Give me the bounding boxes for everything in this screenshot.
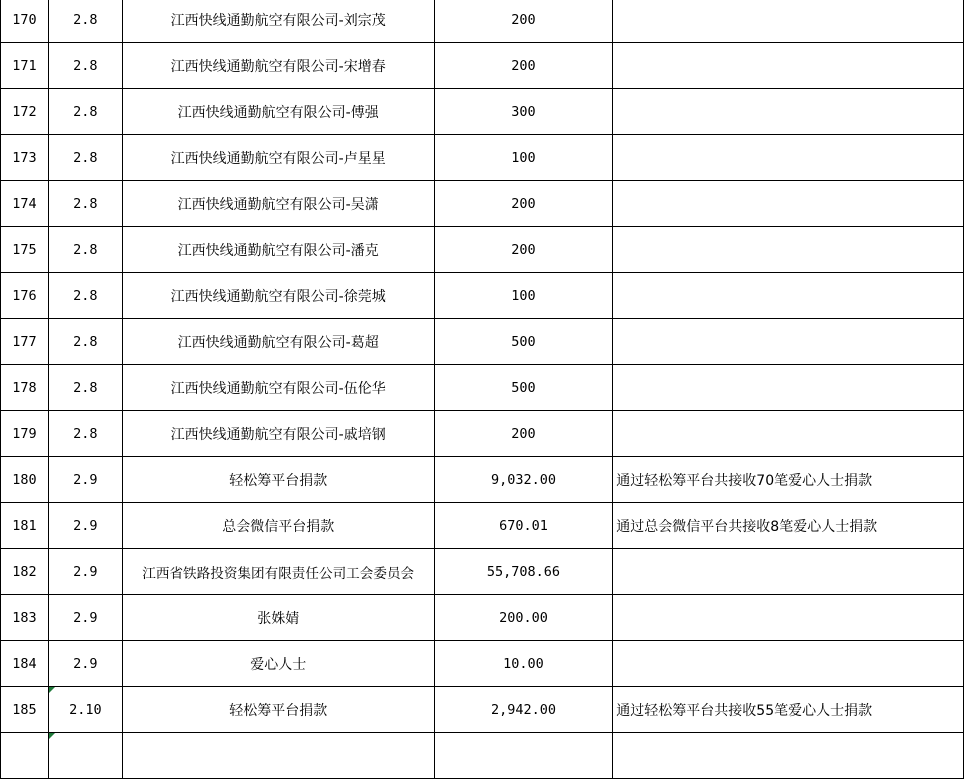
- donor-cell[interactable]: [122, 733, 434, 779]
- amount-cell[interactable]: 100: [434, 273, 613, 319]
- note-cell[interactable]: [613, 733, 964, 779]
- date-cell[interactable]: 2.9: [48, 641, 122, 687]
- table-row: [1, 365, 964, 411]
- note-cell[interactable]: [613, 89, 964, 135]
- donor-cell[interactable]: 江西快线通勤航空有限公司-宋增春: [122, 43, 434, 89]
- date-cell[interactable]: 2.8: [48, 43, 122, 89]
- date-cell[interactable]: 2.9: [48, 549, 122, 595]
- table-row: [1, 641, 964, 687]
- table-row: [1, 89, 964, 135]
- row-number-cell[interactable]: 183: [1, 595, 49, 641]
- note-cell[interactable]: [613, 0, 964, 43]
- date-cell[interactable]: 2.8: [48, 0, 122, 43]
- note-cell[interactable]: [613, 365, 964, 411]
- amount-cell[interactable]: 200: [434, 411, 613, 457]
- table-row: [1, 227, 964, 273]
- donor-cell[interactable]: 爱心人士: [122, 641, 434, 687]
- table-row: [1, 595, 964, 641]
- row-number-cell[interactable]: 173: [1, 135, 49, 181]
- amount-cell[interactable]: 2,942.00: [434, 687, 613, 733]
- row-number-cell[interactable]: 172: [1, 89, 49, 135]
- note-cell[interactable]: [613, 319, 964, 365]
- table-row: [1, 457, 964, 503]
- table-row: [1, 181, 964, 227]
- amount-cell[interactable]: 9,032.00: [434, 457, 613, 503]
- table-row: [1, 411, 964, 457]
- amount-cell[interactable]: [434, 733, 613, 779]
- note-cell[interactable]: 通过轻松筹平台共接收70笔爱心人士捐款: [613, 457, 964, 503]
- note-cell[interactable]: [613, 641, 964, 687]
- table-row: [1, 687, 964, 733]
- row-number-cell[interactable]: 177: [1, 319, 49, 365]
- table-row: [1, 733, 964, 779]
- donor-cell[interactable]: 江西快线通勤航空有限公司-刘宗茂: [122, 0, 434, 43]
- note-cell[interactable]: [613, 135, 964, 181]
- donor-cell[interactable]: 张姝婧: [122, 595, 434, 641]
- donor-cell[interactable]: 江西快线通勤航空有限公司-徐莞城: [122, 273, 434, 319]
- donor-cell[interactable]: 轻松筹平台捐款: [122, 687, 434, 733]
- date-cell[interactable]: 2.8: [48, 365, 122, 411]
- amount-cell[interactable]: 100: [434, 135, 613, 181]
- row-number-cell[interactable]: 182: [1, 549, 49, 595]
- amount-cell[interactable]: 500: [434, 365, 613, 411]
- row-number-cell[interactable]: 174: [1, 181, 49, 227]
- date-cell[interactable]: [48, 733, 122, 779]
- date-cell[interactable]: 2.8: [48, 135, 122, 181]
- table-row: [1, 319, 964, 365]
- amount-cell[interactable]: 10.00: [434, 641, 613, 687]
- amount-cell[interactable]: 200: [434, 181, 613, 227]
- amount-cell[interactable]: 300: [434, 89, 613, 135]
- table-row: [1, 549, 964, 595]
- amount-cell[interactable]: 200: [434, 0, 613, 43]
- note-cell[interactable]: 通过轻松筹平台共接收55笔爱心人士捐款: [613, 687, 964, 733]
- row-number-cell[interactable]: 185: [1, 687, 49, 733]
- row-number-cell[interactable]: [1, 733, 49, 779]
- table-row: [1, 503, 964, 549]
- amount-cell[interactable]: 55,708.66: [434, 549, 613, 595]
- row-number-cell[interactable]: 170: [1, 0, 49, 43]
- date-cell[interactable]: 2.9: [48, 595, 122, 641]
- donor-cell[interactable]: 江西快线通勤航空有限公司-葛超: [122, 319, 434, 365]
- note-cell[interactable]: [613, 273, 964, 319]
- donor-cell[interactable]: 江西快线通勤航空有限公司-傅强: [122, 89, 434, 135]
- donor-cell[interactable]: 江西快线通勤航空有限公司-戚培钢: [122, 411, 434, 457]
- donor-cell[interactable]: 总会微信平台捐款: [122, 503, 434, 549]
- row-number-cell[interactable]: 171: [1, 43, 49, 89]
- donor-cell[interactable]: 江西快线通勤航空有限公司-卢星星: [122, 135, 434, 181]
- donor-cell[interactable]: 轻松筹平台捐款: [122, 457, 434, 503]
- row-number-cell[interactable]: 176: [1, 273, 49, 319]
- note-cell[interactable]: 通过总会微信平台共接收8笔爱心人士捐款: [613, 503, 964, 549]
- table-row: [1, 135, 964, 181]
- row-number-cell[interactable]: 181: [1, 503, 49, 549]
- table-row: [1, 0, 964, 43]
- row-number-cell[interactable]: 180: [1, 457, 49, 503]
- amount-cell[interactable]: 200: [434, 227, 613, 273]
- date-cell[interactable]: 2.9: [48, 457, 122, 503]
- note-cell[interactable]: [613, 227, 964, 273]
- table-row: [1, 43, 964, 89]
- date-cell[interactable]: 2.8: [48, 89, 122, 135]
- row-number-cell[interactable]: 179: [1, 411, 49, 457]
- amount-cell[interactable]: 200.00: [434, 595, 613, 641]
- amount-cell[interactable]: 200: [434, 43, 613, 89]
- row-number-cell[interactable]: 178: [1, 365, 49, 411]
- amount-cell[interactable]: 500: [434, 319, 613, 365]
- donor-cell[interactable]: 江西快线通勤航空有限公司-潘克: [122, 227, 434, 273]
- date-cell[interactable]: 2.8: [48, 411, 122, 457]
- note-cell[interactable]: [613, 411, 964, 457]
- note-cell[interactable]: [613, 549, 964, 595]
- note-cell[interactable]: [613, 181, 964, 227]
- row-number-cell[interactable]: 175: [1, 227, 49, 273]
- table-row: [1, 273, 964, 319]
- donor-cell[interactable]: 江西快线通勤航空有限公司-吴潇: [122, 181, 434, 227]
- date-cell[interactable]: 2.8: [48, 273, 122, 319]
- donor-cell[interactable]: 江西快线通勤航空有限公司-伍伦华: [122, 365, 434, 411]
- note-cell[interactable]: [613, 595, 964, 641]
- date-cell[interactable]: 2.9: [48, 503, 122, 549]
- date-cell[interactable]: 2.8: [48, 227, 122, 273]
- date-cell[interactable]: 2.10: [48, 687, 122, 733]
- date-cell[interactable]: 2.8: [48, 181, 122, 227]
- amount-cell[interactable]: 670.01: [434, 503, 613, 549]
- row-number-cell[interactable]: 184: [1, 641, 49, 687]
- date-cell[interactable]: 2.8: [48, 319, 122, 365]
- note-cell[interactable]: [613, 43, 964, 89]
- donation-table-body: [1, 0, 964, 779]
- donor-cell[interactable]: 江西省铁路投资集团有限责任公司工会委员会: [122, 549, 434, 595]
